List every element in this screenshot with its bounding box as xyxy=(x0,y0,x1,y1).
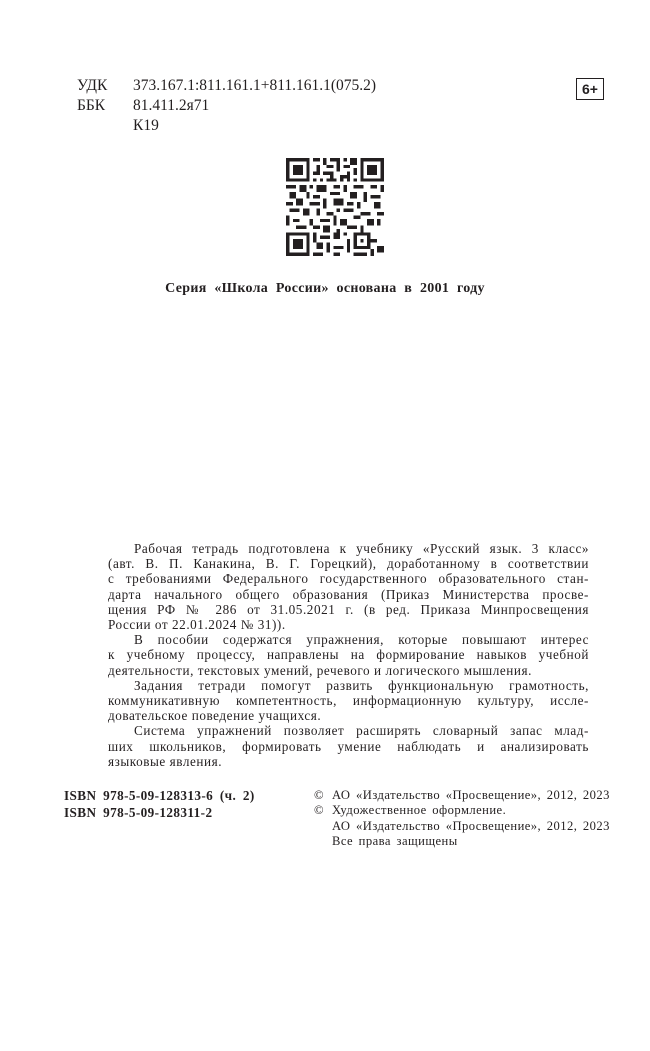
copyright-text: Художественное оформление. xyxy=(332,803,507,818)
udk-label: УДК xyxy=(77,77,108,94)
author-mark-label xyxy=(77,116,133,136)
annotation-text xyxy=(108,541,589,769)
annotation-line: деятельности, текстовых умений, речевого и логического мышления. xyxy=(108,662,532,678)
bbk-value: 81.411.2я71 xyxy=(133,97,210,114)
copyright-text: АО «Издательство «Просвещение», 2012, 2023 xyxy=(332,818,610,833)
isbn-part: ISBN 978-5-09-128313-6 (ч. 2) xyxy=(64,788,255,803)
annotation-line: (авт. В. П. Канакина, В. Г. Горецкий), доработанному в соответствии xyxy=(108,556,589,572)
annotation-line: Задания тетради помогут развить функциональную грамотность, xyxy=(134,677,589,693)
classification-block xyxy=(77,76,376,136)
annotation-line: В пособии содержатся упражнения, которые повышают интерес xyxy=(134,632,589,648)
copyright-line xyxy=(314,819,610,834)
annotation-paragraph xyxy=(108,541,589,632)
series-statement: Серия «Школа России» основана в 2001 году xyxy=(165,281,485,296)
annotation-line: ших школьников, формировать умение наблюдать и анализировать xyxy=(108,738,589,754)
annotation-line: дарта начального общего образования (Приказ Министерства просве- xyxy=(108,586,589,602)
copyright-block xyxy=(314,788,610,850)
udk-value: 373.167.1:811.161.1+811.161.1(075.2) xyxy=(133,77,377,94)
annotation-line: языковые явления. xyxy=(108,753,223,769)
annotation-paragraph xyxy=(108,632,589,678)
annotation-line: России от 22.01.2024 № 31)). xyxy=(108,617,286,633)
annotation-line: с требованиями Федерального государственного образовательного стан- xyxy=(108,571,589,587)
bbk-row xyxy=(77,96,376,116)
annotation-line: к учебному процессу, направлены на формирование навыков учебной xyxy=(108,647,589,663)
udk-row xyxy=(77,76,376,96)
rights-reserved-text: Все права защищены xyxy=(332,834,458,849)
annotation-paragraph xyxy=(108,678,589,724)
annotation-paragraph xyxy=(108,723,589,769)
author-mark-value: К19 xyxy=(133,117,159,134)
isbn-set: ISBN 978-5-09-128311-2 xyxy=(64,804,213,820)
annotation-line: коммуникативную компетентность, информационную культуру, иссле- xyxy=(108,693,589,709)
copyright-text: АО «Издательство «Просвещение», 2012, 2023 xyxy=(332,788,610,802)
copyright-line xyxy=(314,834,610,849)
qr-code-icon xyxy=(286,158,384,256)
annotation-line: Рабочая тетрадь подготовлена к учебнику «Русский язык. 3 класс» xyxy=(134,541,589,556)
author-mark-row xyxy=(77,116,376,136)
annotation-line: щения РФ № 286 от 31.05.2021 г. (в ред. Приказа Минпросвещения xyxy=(108,601,589,617)
copyright-line xyxy=(314,803,610,818)
age-rating-badge: 6+ xyxy=(576,78,604,100)
annotation-line: Система упражнений позволяет расширять словарный запас млад- xyxy=(134,723,589,739)
copyright-line xyxy=(314,788,610,803)
annotation-line: довательское поведение учащихся. xyxy=(108,708,322,724)
isbn-block xyxy=(64,788,255,821)
copyright-icon: © xyxy=(314,788,325,802)
bbk-label: ББК xyxy=(77,97,106,114)
copyright-icon: © xyxy=(314,803,325,818)
